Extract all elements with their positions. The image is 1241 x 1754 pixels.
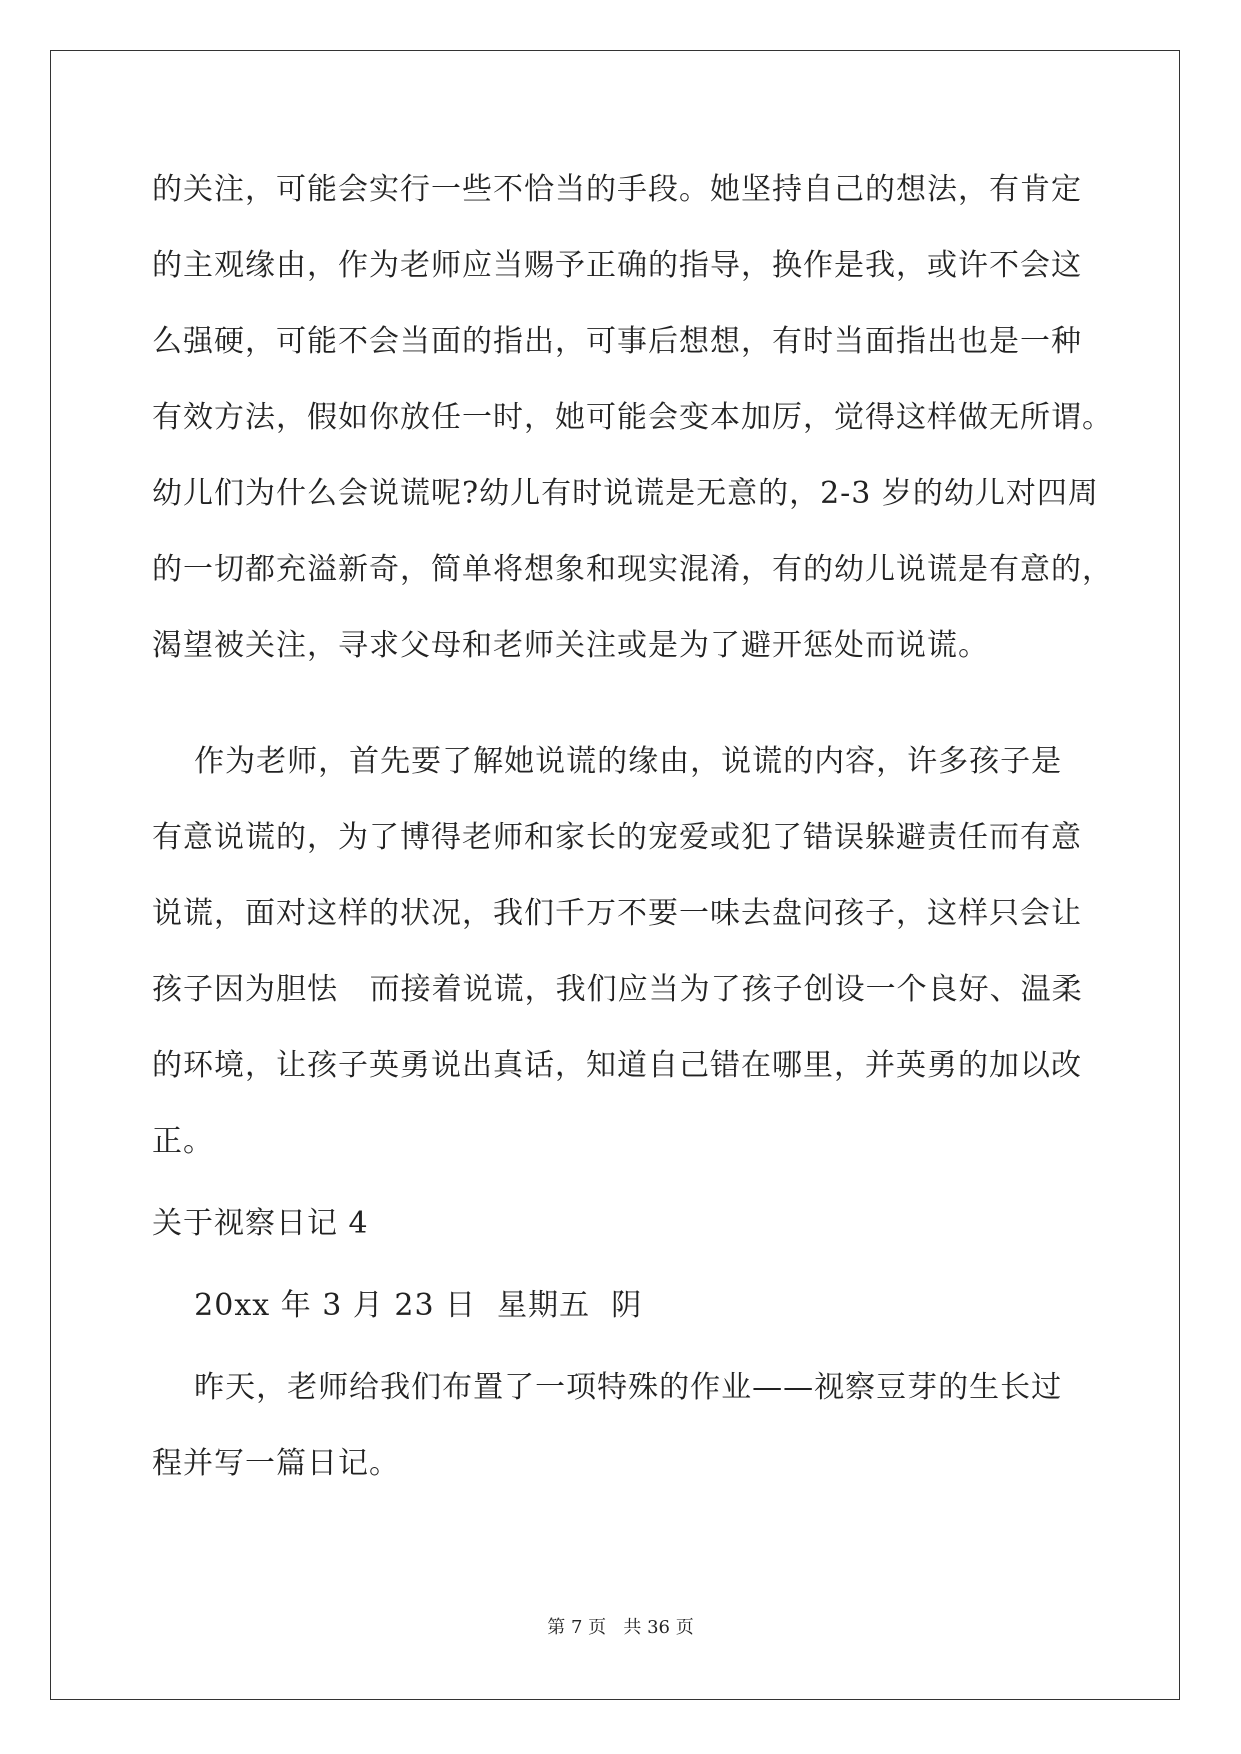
paragraph-line: 正。 — [152, 1124, 214, 1159]
paragraph-line: 的环境，让孩子英勇说出真话，知道自己错在哪里，并英勇的加以改 — [152, 1048, 1082, 1083]
paragraph-line: 孩子因为胆怯 而接着说谎，我们应当为了孩子创设一个良好、温柔 — [152, 972, 1083, 1007]
page-footer — [0, 1616, 1241, 1640]
section-heading: 关于视察日记 4 — [152, 1206, 369, 1241]
paragraph-line: 昨天，老师给我们布置了一项特殊的作业——视察豆芽的生长过 — [152, 1370, 1063, 1405]
paragraph-line: 渴望被关注，寻求父母和老师关注或是为了避开惩处而说谎。 — [152, 628, 989, 663]
page-total: 共 36 页 — [623, 1617, 694, 1638]
paragraph-line: 程并写一篇日记。 — [152, 1446, 400, 1481]
diary-date-line: 20xx 年 3 月 23 日 星期五 阴 — [152, 1288, 643, 1323]
paragraph-line: 的关注，可能会实行一些不恰当的手段。她坚持自己的想法，有肯定 — [152, 172, 1082, 207]
page-number: 第 7 页 — [547, 1617, 607, 1638]
paragraph-line: 有效方法，假如你放任一时，她可能会变本加厉，觉得这样做无所谓。 — [152, 400, 1113, 435]
paragraph-line: 的一切都充溢新奇，简单将想象和现实混淆，有的幼儿说谎是有意的， — [152, 552, 1113, 587]
paragraph-line: 的主观缘由，作为老师应当赐予正确的指导，换作是我，或许不会这 — [152, 248, 1082, 283]
paragraph-line: 么强硬，可能不会当面的指出，可事后想想，有时当面指出也是一种 — [152, 324, 1082, 359]
paragraph-line: 作为老师，首先要了解她说谎的缘由，说谎的内容，许多孩子是 — [152, 744, 1063, 779]
paragraph-line: 说谎，面对这样的状况，我们千万不要一味去盘问孩子，这样只会让 — [152, 896, 1082, 931]
paragraph-line: 幼儿们为什么会说谎呢?幼儿有时说谎是无意的，2-3 岁的幼儿对四周 — [152, 476, 1099, 511]
paragraph-line: 有意说谎的，为了博得老师和家长的宠爱或犯了错误躲避责任而有意 — [152, 820, 1082, 855]
